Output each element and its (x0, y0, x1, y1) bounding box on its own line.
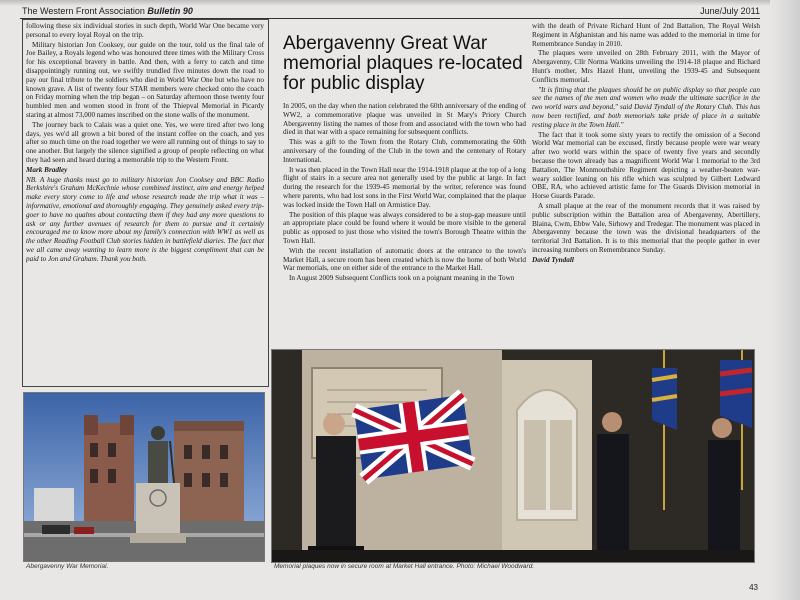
col1-paragraph: following these six individual stories in such depth, World War One became very personal to every loyal Royal on the trip. (26, 22, 264, 39)
article-title: Abergavenny Great War memorial plaques re-located for public display (283, 33, 523, 94)
col1-note: NB. A huge thanks must go to military historian Jon Cooksey and BBC Radio Berkshire's Graham McKechnie whose combined instinct, aim and energy helped make every story come to life and whose research made the trip what it was – informative, emotional and thoroughly engaging. They genuinely asked every trip-goer to have no qualms about contacting them if they had any more questions to ask or any further avenues of research for them to pursue and it certainly encouraged me to know more about my family's connection with WW1 as well as the other Reading Football Club stories hidden in battlefield diaries. The fact that we all came away wanting to learn more is the biggest compliment that can be paid to Jon and Graham. Thank you both. (26, 175, 264, 263)
column1-text (26, 22, 264, 382)
running-header-left (22, 6, 193, 16)
page-number: 43 (749, 583, 758, 592)
issue-date: June/July 2011 (700, 6, 760, 16)
col1-paragraph: Military historian Jon Cooksey, our guide on the tour, told us the final tale of Joe Bailey, a Royals legend who was honoured three times with the Military Cross for his exceptional bravery in battle. And then, with a ferry to catch and time disappointingly running out, we swiftly trundled five minutes down the road to pay our final tribute to the soldiers who died in World War One but who have no known grave. A list of twenty four STAR members were checked onto the coach on Friday morning when the trip began – on Saturday afternoon those twenty four humbled men and women stood in front of the Thiepval Memorial in Picardy staring at almost 73,000 names inscribed on the stone walls of the monument. (26, 40, 264, 119)
memorial-plaques-photo (271, 349, 755, 563)
col3-paragraph: The fact that it took some sixty years to rectify the omission of a Second World War memorial can be excused, firstly because people were war weary after two world wars within the space of twenty five years and secondly because the town already has a magnificent World War 1 memorial to the 3rd Battalion, The Monmouthshire Regiment depicting a weather-beaten war-weary soldier leaning on his rifle which was sculpted by Gilbert Ledward OBE, RA, who achieved artistic fame for The Guards Division memorial in Horse Guards Parade. (532, 130, 760, 201)
left-photo-caption: Abergavenny War Memorial. (26, 563, 109, 570)
war-memorial-illustration (24, 393, 264, 561)
col2-paragraph: In 2005, on the day when the nation celebrated the 60th anniversary of the ending of WW2, a commemorative plaque was unveiled in St Mary's Priory Church Abergavenny listing the names of those from and associated with the town who had died in that war with a space remaining for subsequent conflicts. (283, 102, 526, 137)
col1-paragraph: The journey back to Calais was a quiet one. Yes, we were tired after two long days, yes we'd all grown a bit bored of the instant coffee on the coach, and yes after so much time on the road together we were all running out of things to say to one another. But largely the silence signified a group of people reflecting on what they had seen and heard during a memorable trip to the Western Front. (26, 120, 264, 164)
publication-name: The Western Front Association (22, 6, 145, 16)
bulletin-number: Bulletin 90 (147, 6, 193, 16)
page-spine-shadow (770, 0, 800, 600)
col1-byline: Mark Bradley (26, 165, 68, 174)
war-memorial-photo (23, 392, 265, 562)
article-byline: David Tyndall (532, 255, 574, 264)
right-photo-caption: Memorial plaques now in secure room at Market Hall entrance. Photo: Michael Woodward. (274, 563, 535, 570)
col3-paragraph: A small plaque at the rear of the monument records that it was raised by public subscription within the Battalion area of Abergavenny, Abertillery, Blaina, Cwm, Ebbw Vale, Sirhowy and Tredegar. The monument was placed in Abergavenny because the town was the divisional headquarters of the territorial 3rd Battalion. It is to this memorial that the people gather in ever increasing numbers on Remembrance Sunday. (532, 201, 760, 254)
col2-paragraph: With the recent installation of automatic doors at the entrance to the town's Market Hall, a secure room has been created which is now the home of both World War memorials, one on either side of the entrance to the Market Hall. (283, 246, 526, 273)
article-column2 (283, 102, 526, 348)
col3-quote: "It is fitting that the plaques should be on public display so that people can see the names of the men and women who made the ultimate sacrifice in the two world wars and beyond," said David Tyndall of the Rotary Club. This has now been rectified, and both memorials take pride of place in a suitable resting place in the Town Hall." (532, 85, 760, 129)
col3-paragraph: with the death of Private Richard Hunt of 2nd Battalion, The Royal Welsh Regiment in Afghanistan and his name was added to the memorial in time for Remembrance Sunday in 2010. (532, 22, 760, 48)
col2-paragraph: The position of this plaque was always considered to be a stop-gap measure until an appropriate place could be found where it would be more visible to the general public as opposed to just those who visited the town's Borough Theatre within the Town Hall. (283, 210, 526, 245)
col2-paragraph: It was then placed in the Town Hall near the 1914-1918 plaque at the top of a long flight of stairs in a secure area not generally used by the public at large. In fact during the research for the 1939-45 memorial by the writer, reference was found where parents, who had lost sons in the First World War, complained that the plaque was locked inside the Town Hall on Armistice Day. (283, 165, 526, 209)
col2-paragraph: In August 2009 Subsequent Conflicts took on a poignant meaning in the Town (289, 274, 515, 283)
ceremony-illustration (272, 350, 754, 562)
article-column3 (532, 22, 760, 348)
col3-paragraph: The plaques were unveiled on 28th February 2011, with the Mayor of Abergavenny, Cllr Norma Watkins unveiling the 1914-18 plaque and Richard Hunt's mother, Mrs Hazel Hunt, unveiling the 1939-45 and Subsequent Conflicts memorial. (532, 49, 760, 84)
col2-paragraph: This was a gift to the Town from the Rotary Club, commemorating the 60th anniversary of the founding of the Club in the town and the centenary of Rotary International. (283, 138, 526, 164)
